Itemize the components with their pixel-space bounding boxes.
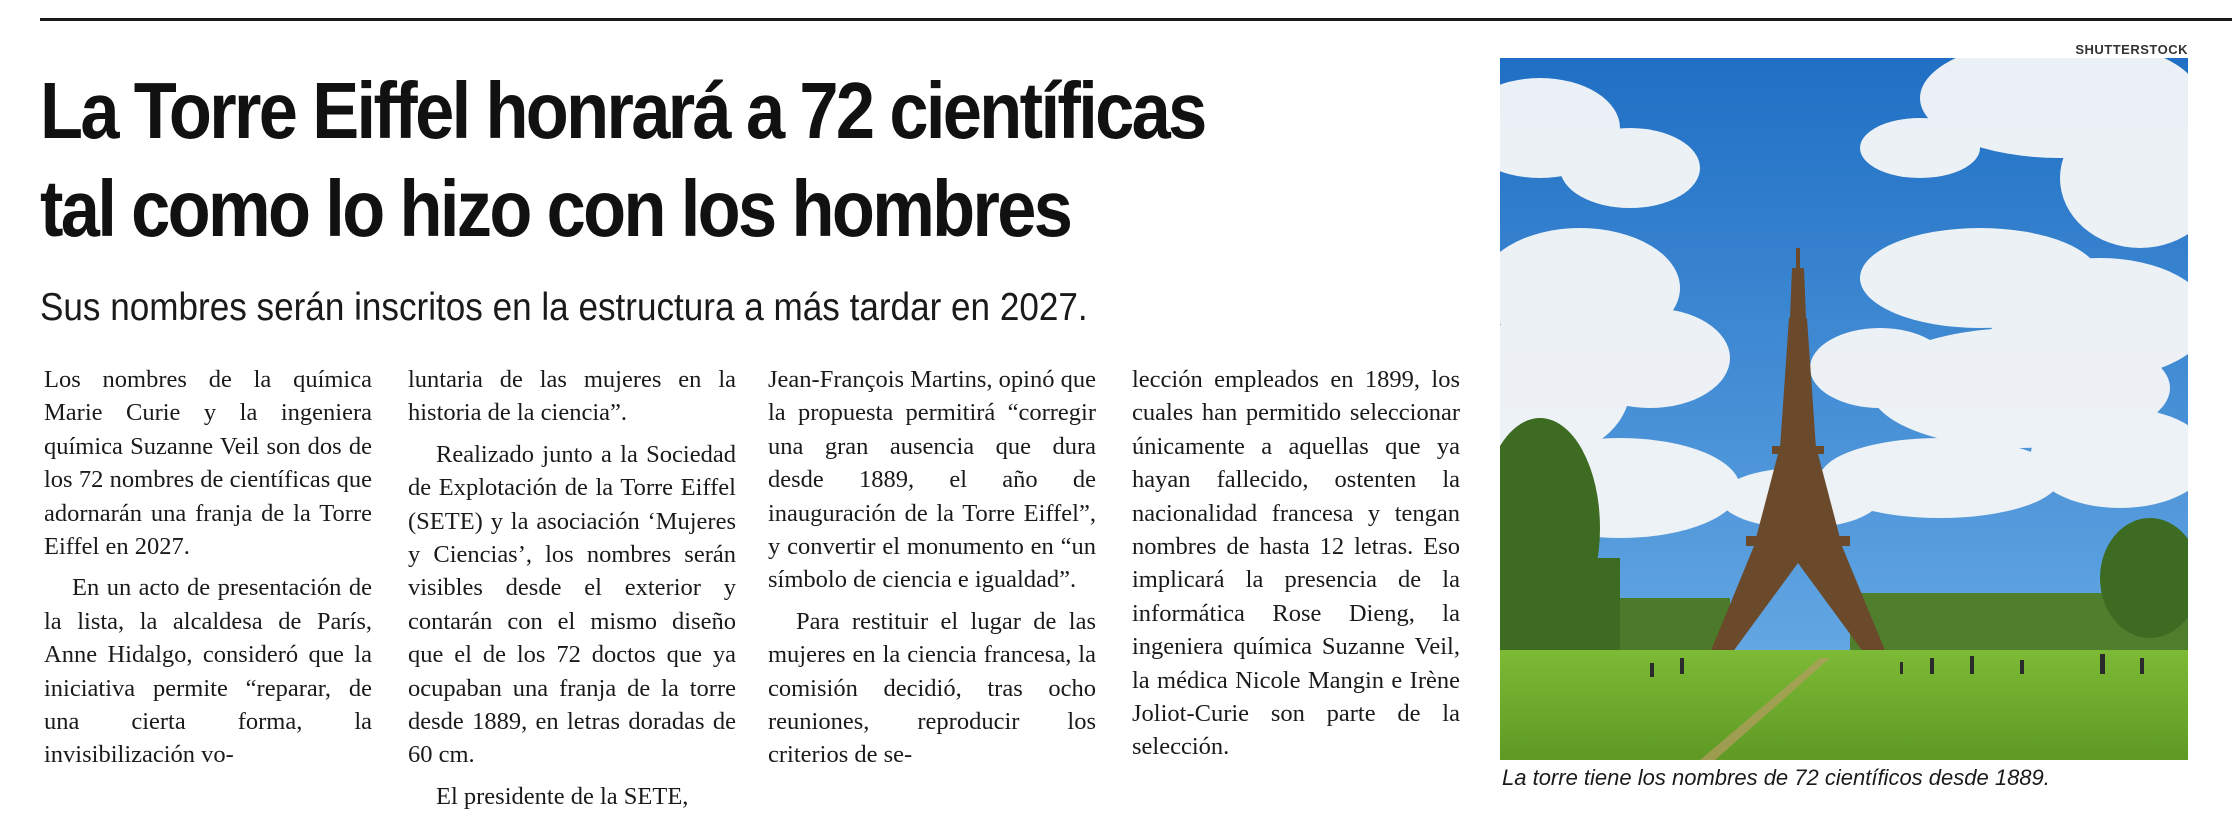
paragraph: Realizado junto a la Sociedad de Explotación de la Torre Eiffel (SETE) y la asociación ‘Mujeres y Ciencias’, los nombres serán visibles desde el exterior y contarán con el mismo diseño que el de los 72 doctos que ya ocupaban una franja de la torre desde 1889, en letras doradas de 60 cm. bbox=[408, 440, 736, 769]
article-column-1 bbox=[44, 363, 372, 772]
headline-line-2: tal como lo hizo con los hombres bbox=[40, 164, 1071, 253]
paragraph: Los nombres de la química Marie Curie y la ingeniera química Suzanne Veil son dos de los 72 nombres de científicas que adornarán una franja de la Torre Eiffel en 2027. bbox=[44, 366, 372, 561]
article-column-3 bbox=[768, 363, 1096, 772]
headline-line-1: La Torre Eiffel honrará a 72 científicas bbox=[40, 66, 1205, 155]
paragraph: En un acto de presentación de la lista, la alcaldesa de París, Anne Hidalgo, consideró que la iniciativa permite “reparar, de una cierta forma, la invisibilización vo- bbox=[44, 574, 372, 769]
paragraph: Jean-François Martins, opinó que la propuesta permitirá “corregir una gran ausencia que dura desde 1889, el año de inauguración de la Torre Eiffel”, y convertir el monumento en “un símbolo de ciencia e igualdad”. bbox=[768, 366, 1096, 594]
eiffel-tower-illustration bbox=[1500, 58, 2188, 760]
paragraph: lección empleados en 1899, los cuales han permitido seleccionar únicamente a aquellas que ya hayan fallecido, ostenten la nacionalidad francesa y tengan nombres de hasta 12 letras. Eso implicará la presencia de la informática Rose Dieng, la ingeniera química Suzanne Veil, la médica Nicole Mangin e Irène Joliot-Curie son parte de la selección. bbox=[1132, 366, 1460, 761]
grass bbox=[1500, 650, 2188, 760]
paragraph: El presidente de la SETE, bbox=[436, 782, 689, 810]
article-column-2 bbox=[408, 363, 736, 813]
subhead: Sus nombres serán inscritos en la estructura a más tardar en 2027. bbox=[40, 286, 1088, 329]
top-rule bbox=[40, 18, 2232, 21]
article-column-4 bbox=[1132, 363, 1460, 764]
eiffel-tower-photo bbox=[1500, 58, 2188, 760]
photo-caption: La torre tiene los nombres de 72 científicos desde 1889. bbox=[1502, 765, 2050, 790]
paragraph: luntaria de las mujeres en la historia de la ciencia”. bbox=[408, 366, 736, 427]
headline bbox=[40, 62, 1316, 258]
paragraph: Para restituir el lugar de las mujeres en la ciencia francesa, la comisión decidió, tras ocho reuniones, reproducir los criterios de se- bbox=[768, 607, 1096, 769]
photo-credit: SHUTTERSTOCK bbox=[2075, 42, 2188, 57]
